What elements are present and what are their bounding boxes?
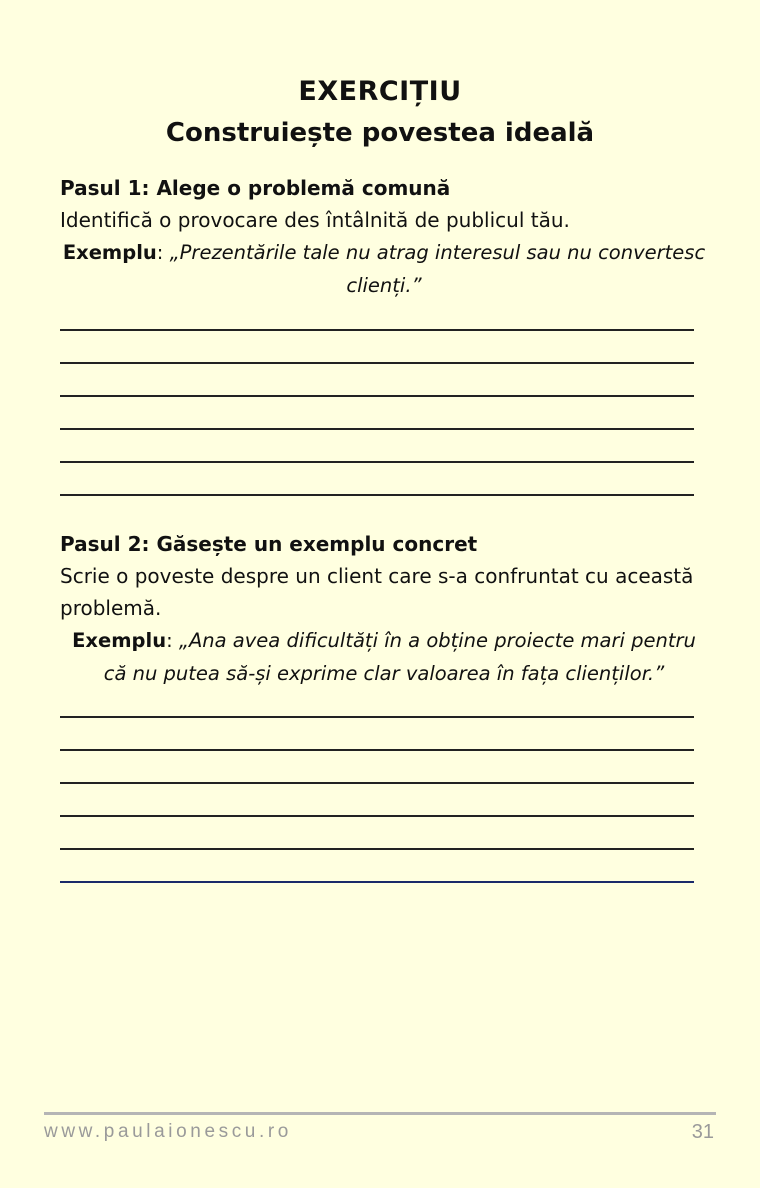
step-1-example [60, 236, 708, 302]
step-1-example-text: „Prezentările tale nu atrag interesul sau nu convertesc clienți.” [169, 241, 706, 297]
answer-line[interactable] [60, 788, 694, 821]
step-2-example-label: Exemplu [72, 629, 167, 652]
step-2-title: Pasul 2: Găsește un exemplu concret [60, 532, 478, 556]
answer-line[interactable] [60, 302, 694, 335]
answer-line[interactable] [60, 434, 694, 467]
step-2-answer-lines[interactable] [60, 689, 694, 887]
answer-line[interactable] [60, 335, 694, 368]
step-1-block [60, 172, 708, 302]
step-2-example [60, 624, 708, 690]
answer-line[interactable] [60, 368, 694, 401]
step-1-title: Pasul 1: Alege o problemă comună [60, 176, 451, 200]
step-2-text: Scrie o poveste despre un client care s-a confruntat cu această problemă. [60, 564, 694, 620]
footer-divider [44, 1112, 716, 1115]
step-1-answer-lines[interactable] [60, 302, 694, 500]
step-1-text: Identifică o provocare des întâlnită de publicul tău. [60, 208, 570, 232]
answer-line[interactable] [60, 689, 694, 722]
footer-website: www.paulaionescu.ro [44, 1121, 292, 1142]
exercise-title: EXERCIȚIU [298, 76, 462, 107]
answer-line[interactable] [60, 755, 694, 788]
step-1-example-separator: : [156, 241, 170, 264]
step-2-example-text: „Ana avea dificultăți în a obține proiecte mari pentru că nu putea să-și exprime clar valoarea în fața clienților.” [103, 629, 696, 685]
page-number: 31 [691, 1121, 714, 1143]
answer-line[interactable] [60, 467, 694, 500]
step-2-example-separator: : [166, 629, 179, 652]
exercise-subtitle: Construiește povestea ideală [165, 118, 595, 148]
answer-line[interactable] [60, 821, 694, 854]
answer-line[interactable] [60, 854, 694, 887]
step-1-example-label: Exemplu [62, 241, 157, 264]
answer-line[interactable] [60, 722, 694, 755]
answer-line[interactable] [60, 401, 694, 434]
step-2-block [60, 528, 708, 690]
